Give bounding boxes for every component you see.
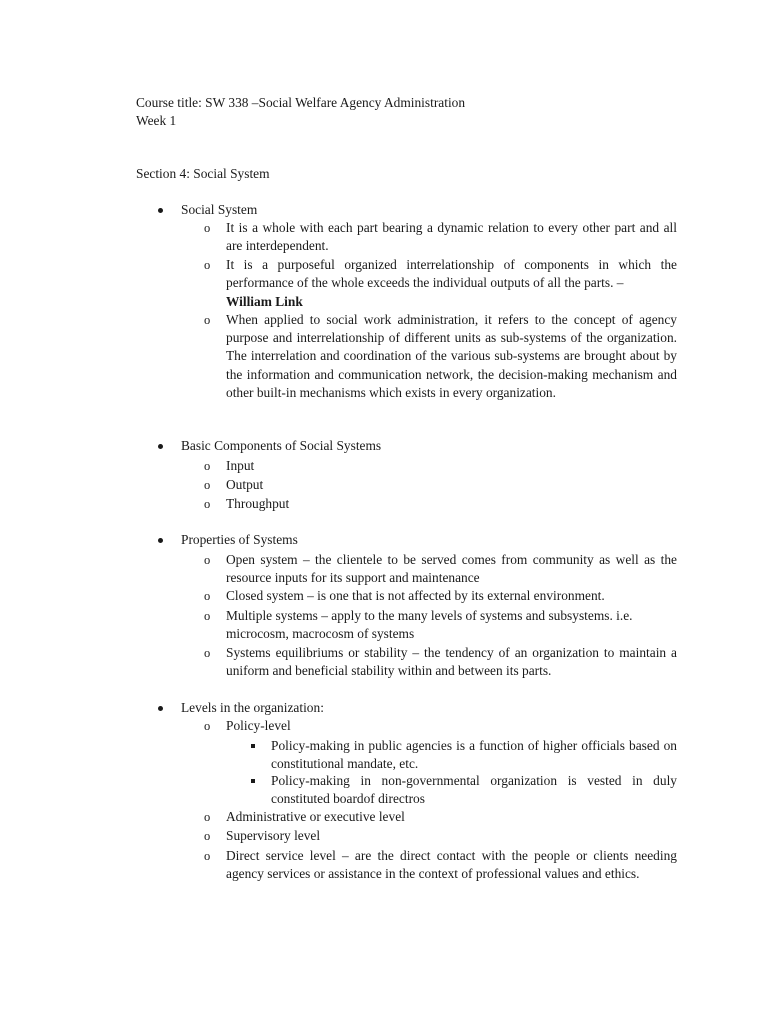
sub-bullet-icon: o (204, 849, 211, 863)
sub-bullet-icon: o (204, 553, 211, 567)
component-throughput: Throughput (226, 496, 290, 511)
sub-bullet-icon: o (204, 478, 211, 492)
level-administrative: Administrative or executive level (226, 809, 405, 824)
policy-item-public: Policy-making in public agencies is a function of higher officials based on constitutional mandate, etc. (271, 738, 677, 772)
property-equilibrium: Systems equilibriums or stability – the tendency of an organization to maintain a uniform and beneficial stability within and between its parts. (226, 645, 677, 679)
component-output: Output (226, 477, 264, 492)
social-system-item-3: When applied to social work administration, it refers to the concept of agency purpose and interrelationship of different units as sub-systems of the organization. The interrelation and coordination of the various sub-systems are brought about by the information and communication network, the decision-making mechanism and other built-in mechanisms which exists in every organization. (226, 312, 677, 400)
square-bullet-icon (251, 779, 255, 783)
william-link-attribution: William Link (226, 294, 303, 309)
properties-heading: Properties of Systems (181, 532, 298, 547)
sub-bullet-icon: o (204, 646, 211, 660)
sub-bullet-icon: o (204, 609, 211, 623)
sub-bullet-icon: o (204, 497, 211, 511)
week-label: Week 1 (136, 113, 177, 128)
bullet-icon (158, 208, 163, 213)
sub-bullet-icon: o (204, 221, 211, 235)
social-system-item-1: It is a whole with each part bearing a dynamic relation to every other part and all are interdependent. (226, 220, 677, 254)
level-direct-service: Direct service level – are the direct contact with the people or clients needing agency services or assistance in the context of professional values and ethics. (226, 848, 677, 882)
basic-components-heading: Basic Components of Social Systems (181, 438, 382, 453)
sub-bullet-icon: o (204, 810, 211, 824)
section-title: Section 4: Social System (136, 166, 270, 181)
social-system-heading: Social System (181, 202, 258, 217)
level-supervisory: Supervisory level (226, 828, 321, 843)
bullet-icon (158, 538, 163, 543)
property-closed-system: Closed system – is one that is not affected by its external environment. (226, 588, 605, 603)
sub-bullet-icon: o (204, 719, 211, 733)
sub-bullet-icon: o (204, 459, 211, 473)
policy-item-ngo: Policy-making in non-governmental organization is vested in duly constituted boardof directros (271, 773, 677, 807)
sub-bullet-icon: o (204, 258, 211, 272)
property-open-system: Open system – the clientele to be served comes from community as well as the resource inputs for its support and maintenance (226, 552, 677, 586)
component-input: Input (226, 458, 255, 473)
level-policy: Policy-level (226, 718, 291, 733)
bullet-icon (158, 444, 163, 449)
square-bullet-icon (251, 744, 255, 748)
levels-heading: Levels in the organization: (181, 700, 324, 715)
property-multiple-systems: Multiple systems – apply to the many levels of systems and subsystems. i.e. microcosm, macrocosm of systems (226, 608, 633, 642)
course-title: Course title: SW 338 –Social Welfare Agency Administration (136, 95, 466, 110)
sub-bullet-icon: o (204, 313, 211, 327)
sub-bullet-icon: o (204, 829, 211, 843)
sub-bullet-icon: o (204, 589, 211, 603)
bullet-icon (158, 706, 163, 711)
social-system-item-2: It is a purposeful organized interrelationship of components in which the performance of the whole exceeds the individual outputs of all the parts. – (226, 257, 677, 291)
